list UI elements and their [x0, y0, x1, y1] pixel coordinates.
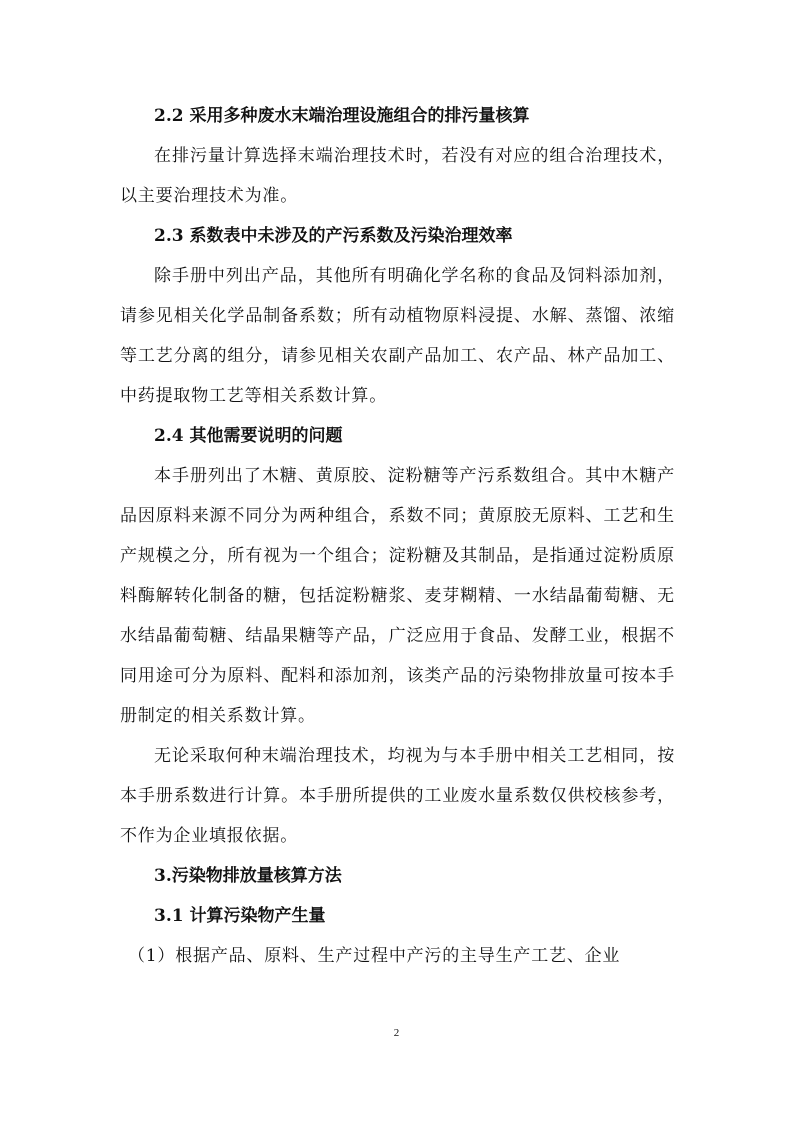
section-2-4-paragraph-1: 本手册列出了木糖、黄原胶、淀粉糖等产污系数组合。其中木糖产品因原料来源不同分为两种组合，系数不同；黄原胶无原料、工艺和生产规模之分，所有视为一个组合；淀粉糖及其制品，是指通过淀粉质原料酶解转化制备的糖，包括淀粉糖浆、麦芽糊精、一水结晶葡萄糖、无水结晶葡萄糖、结晶果糖等产品，广泛应用于食品、发酵工业，根据不同用途可分为原料、配料和添加剂，该类产品的污染物排放量可按本手册制定的相关系数计算。: [120, 466, 675, 726]
section-2-4-paragraph-2: 无论采取何种末端治理技术，均视为与本手册中相关工艺相同，按本手册系数进行计算。本手册所提供的工业废水量系数仅供校核参考，不作为企业填报依据。: [120, 746, 675, 846]
section-2-2-heading: 2.2 采用多种废水末端治理设施组合的排污量核算: [154, 106, 530, 126]
section-3-1-heading: 3.1 计算污染物产生量: [154, 906, 326, 926]
page-number: 2: [393, 1027, 400, 1039]
section-3-1-paragraph-1: （1）根据产品、原料、生产过程中产污的主导生产工艺、企业: [128, 946, 621, 966]
section-2-2-paragraph-1: 在排污量计算选择末端治理技术时，若没有对应的组合治理技术，以主要治理技术为准。: [120, 146, 675, 206]
section-2-3-heading: 2.3 系数表中未涉及的产污系数及污染治理效率: [154, 226, 513, 246]
section-2-4-heading: 2.4 其他需要说明的问题: [154, 426, 343, 446]
section-3-heading: 3.污染物排放量核算方法: [154, 866, 342, 886]
document-body: [120, 96, 675, 976]
section-2-3-paragraph-1: 除手册中列出产品，其他所有明确化学名称的食品及饲料添加剂，请参见相关化学品制备系数；所有动植物原料浸提、水解、蒸馏、浓缩等工艺分离的组分，请参见相关农副产品加工、农产品、林产品加工、中药提取物工艺等相关系数计算。: [120, 266, 675, 406]
